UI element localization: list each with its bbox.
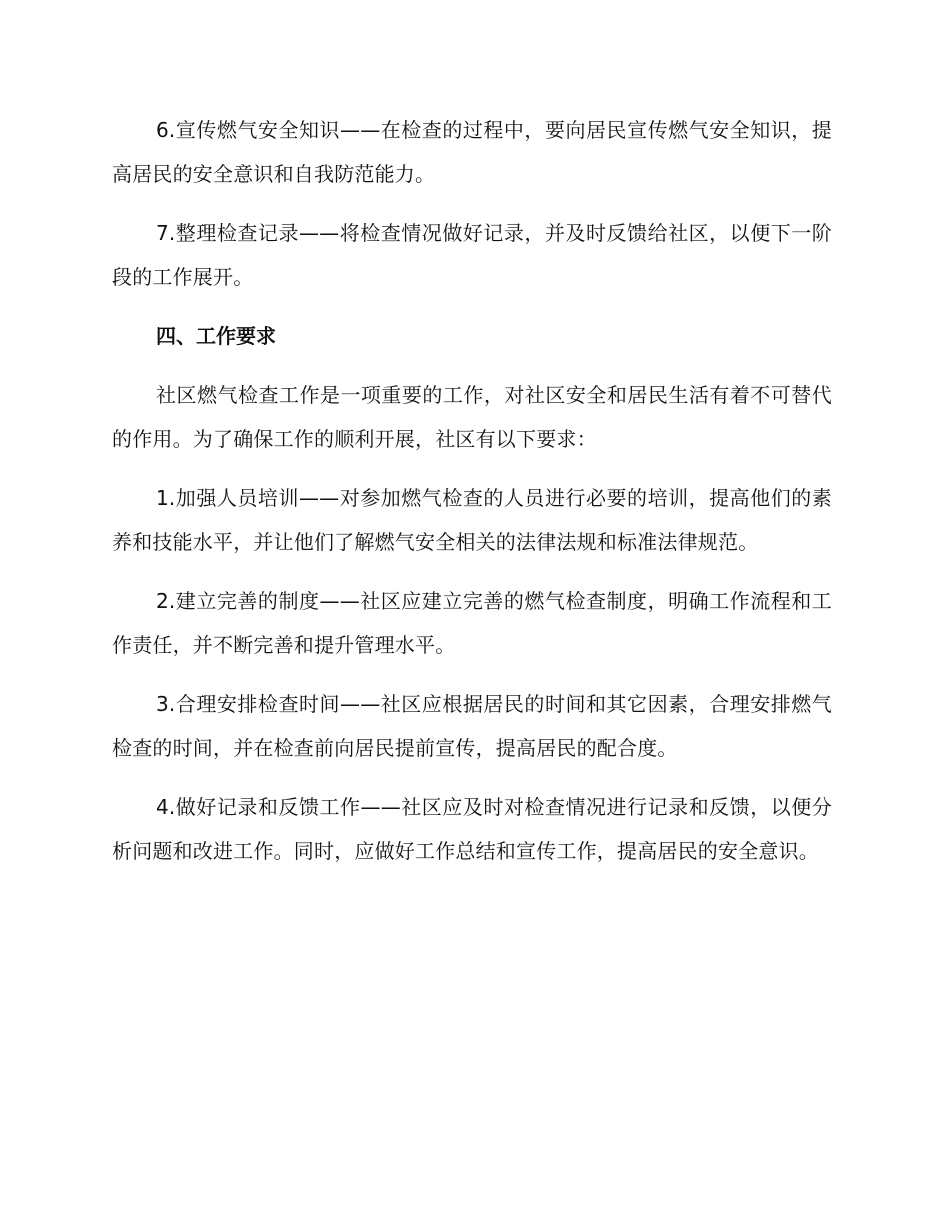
- requirement-item-2: 2.建立完善的制度——社区应建立完善的燃气检查制度，明确工作流程和工作责任，并不断完善和提升管理水平。: [112, 589, 832, 657]
- requirement-item-1: 1.加强人员培训——对参加燃气检查的人员进行必要的培训，提高他们的素养和技能水平，并让他们了解燃气安全相关的法律法规和标准法律规范。: [112, 486, 832, 554]
- requirement-item-4: 4.做好记录和反馈工作——社区应及时对检查情况进行记录和反馈，以便分析问题和改进工作。同时，应做好工作总结和宣传工作，提高居民的安全意识。: [112, 795, 832, 863]
- section-heading: 四、工作要求: [156, 324, 276, 348]
- requirement-item-3: 3.合理安排检查时间——社区应根据居民的时间和其它因素，合理安排燃气检查的时间，并在检查前向居民提前宣传，提高居民的配合度。: [112, 692, 832, 760]
- document-page: [112, 108, 832, 873]
- paragraph-item-6: 6.宣传燃气安全知识——在检查的过程中，要向居民宣传燃气安全知识，提高居民的安全意识和自我防范能力。: [112, 118, 832, 186]
- paragraph-intro: 社区燃气检查工作是一项重要的工作，对社区安全和居民生活有着不可替代的作用。为了确保工作的顺利开展，社区有以下要求：: [112, 383, 832, 451]
- paragraph-item-7: 7.整理检查记录——将检查情况做好记录，并及时反馈给社区，以便下一阶段的工作展开。: [112, 221, 832, 289]
